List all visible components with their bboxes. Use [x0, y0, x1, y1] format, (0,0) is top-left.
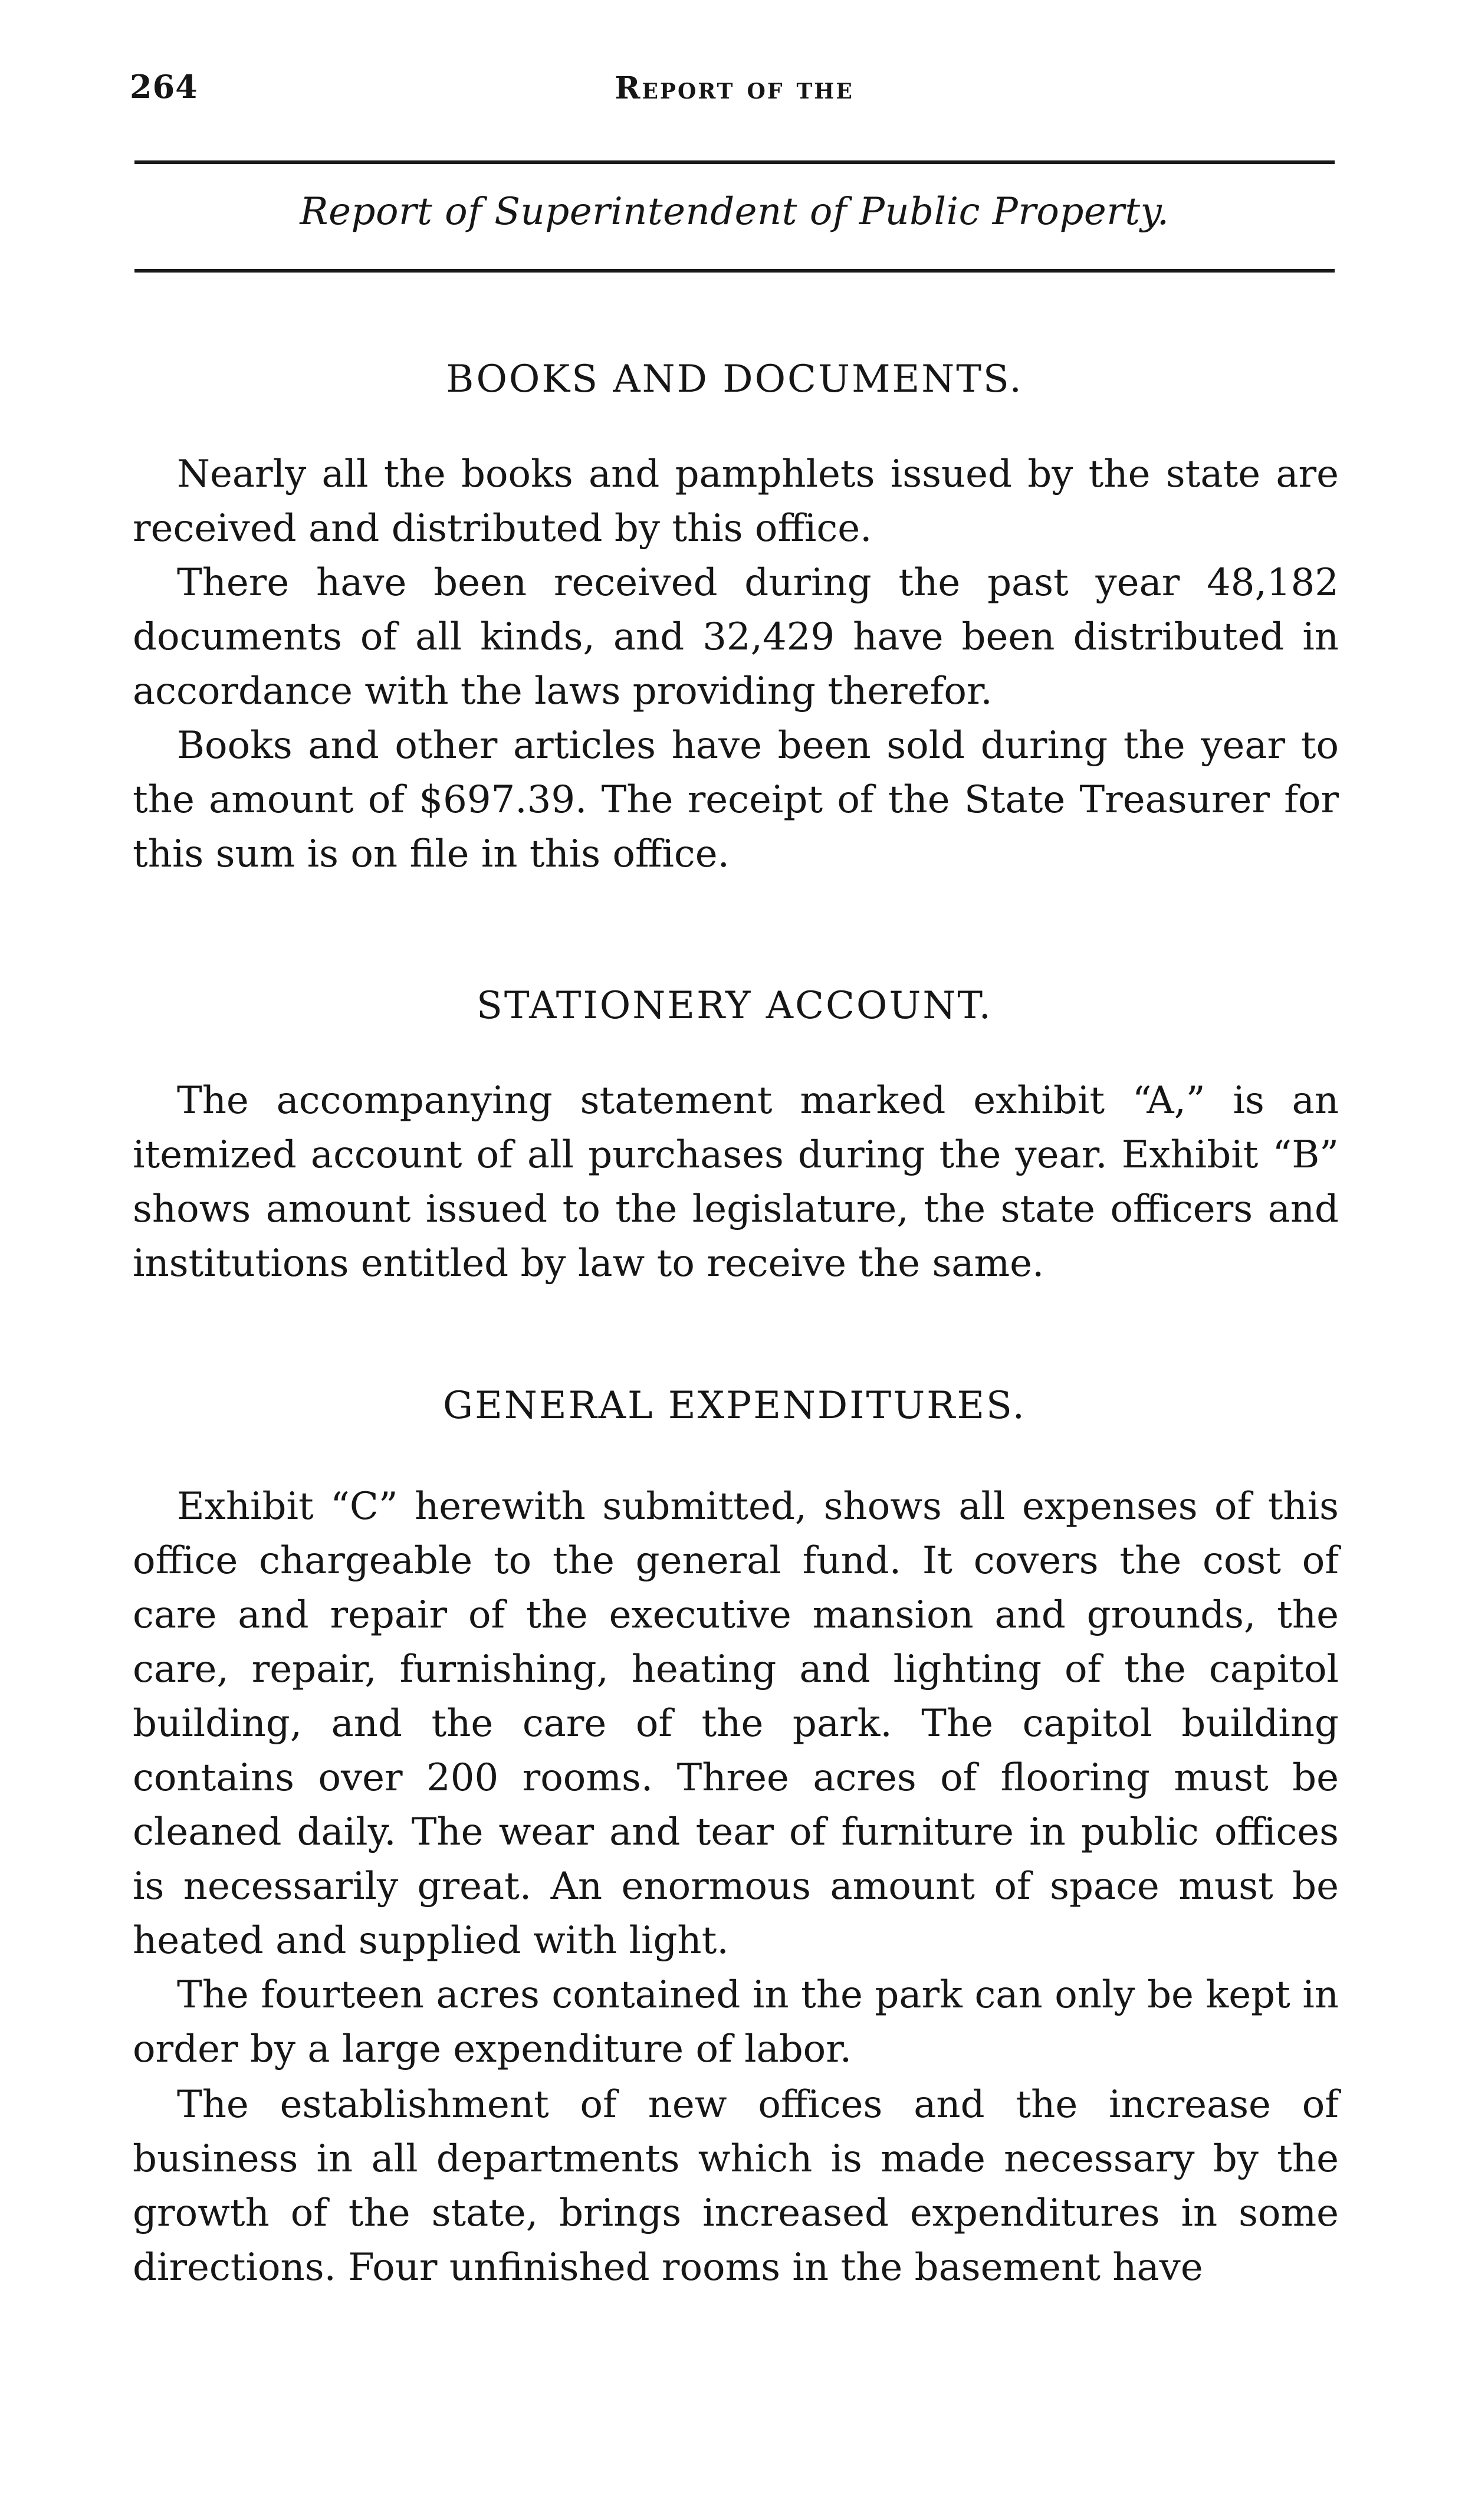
paragraph-books-2: There have been received during the past year 48,182 documents of all kinds, and 32,429 have been distributed in accordance with the laws providing therefor. — [133, 561, 1339, 713]
paragraph-expenditures-3: The establishment of new offices and the increase of business in all departments which is made necessary by the growth of the state, brings increased expenditures in some directions. Four unfinished rooms in the basement have — [133, 2083, 1339, 2289]
page-number: 264 — [130, 68, 198, 106]
paragraph-expenditures-2: The fourteen acres contained in the park can only be kept in order by a large expenditure of labor. — [133, 1973, 1339, 2071]
paragraph-stationery-1: The accompanying statement marked exhibit “A,” is an itemized account of all purchases during the year. Exhibit “B” shows amount issued to the legislature, the state officers and institutions entitled by law to receive the same. — [133, 1079, 1339, 1285]
paragraph-books-3: Books and other articles have been sold during the year to the amount of $697.39. The receipt of the State Treasurer for this sum is on file in this office. — [133, 724, 1339, 876]
running-title: Report of the — [615, 70, 854, 106]
bottom-rule — [134, 269, 1335, 273]
heading-general-expenditures: GENERAL EXPENDITURES. — [443, 1384, 1026, 1428]
report-subtitle: Report of Superintendent of Public Property. — [300, 190, 1170, 234]
paragraph-expenditures-1: Exhibit “C” herewith submitted, shows all expenses of this office chargeable to the general fund. It covers the cost of care and repair of the executive mansion and grounds, the care, repair, furnishing, heating and lighting of the capitol building, and the care of the park. The capitol building contains over 200 rooms. Three acres of flooring must be cleaned daily. The wear and tear of furniture in public offices is necessarily great. An enormous amount of space must be heated and supplied with light. — [133, 1485, 1339, 1963]
heading-stationery-account: STATIONERY ACCOUNT. — [477, 984, 993, 1028]
running-header — [130, 68, 1339, 121]
top-rule — [134, 160, 1335, 164]
heading-books-and-documents: BOOKS AND DOCUMENTS. — [446, 357, 1023, 401]
paragraph-books-1: Nearly all the books and pamphlets issued by the state are received and distributed by this office. — [133, 452, 1339, 550]
